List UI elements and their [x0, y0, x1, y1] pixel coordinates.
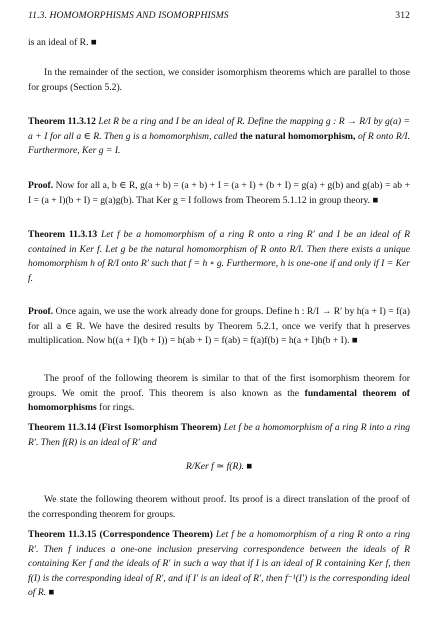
theorem-label: Theorem 11.3.13 [28, 229, 98, 240]
theorem-body: Let f be a homomorphism of a ring R onto a ring R′. Then f induces a one-one inclusion preserving correspondence between the ideals of R containing Ker f and the ideals of R′ in such a way that if I is an ideal of R containing Ker f, then f(I) is the corresponding ideal of R′, and if I′ is an ideal of R′, then f⁻¹(I′) is the corresponding ideal of R. ■ [28, 529, 411, 599]
fundamental-theorem-term: fundamental theorem of homomorphisms [28, 387, 411, 414]
defined-term: the natural homomorphism, [239, 130, 356, 142]
proof-body: Once again, we use the work already done for groups. Define h : R/I → R′ by h(a + I) = f(a) for all a ∈ R. We have the desired results by Theorem 5.2.1, once we verify that h preserves multiplication. Now h((a + I)(b + I)) = h(ab + I) = f(ab) = f(a)f(b) = h(a + I)h(b + I). ■ [28, 306, 410, 347]
page-number: 312 [395, 10, 410, 21]
correspondence-intro: We state the following theorem without proof. Its proof is a direct translation of the proof of the corresponding theorem for groups. [28, 494, 410, 520]
theorem-body-end: of R onto R/I. Furthermore, Ker g = I. [28, 130, 410, 157]
proof-body: Now for all a, b ∈ R, g(a + b) = (a + b) + I = (a + I) + (b + I) = g(a) + g(b) and g(ab) = ab + I = (a + I)(b + I) = g(a)g(b). That Ker g = I follows from Theorem 5.1.12 in group theory. ■ [28, 180, 410, 206]
proof-label: Proof. [28, 306, 54, 317]
theorem-body: Let f be a homomorphism of a ring R onto a ring R′ and I be an ideal of R contained in Ker f. Let g be the natural homomorphism of R onto R/I. Then there exists a unique homomorphism h of R/I onto R′ such that f = h ∘ g. Furthermore, h is one-one if and only if I = Ker f. [28, 229, 410, 284]
theorem-11-3-15 [28, 528, 410, 601]
paragraph-text: The proof of the following theorem is similar to that of the first isomorphism theorem for groups. We omit the proof. This theorem is also known as the [28, 373, 410, 399]
proof-label: Proof. [28, 180, 54, 191]
theorem-label: Theorem 11.3.12 [28, 116, 96, 127]
running-header [28, 9, 410, 24]
continuation-paragraph: is an ideal of R. ■ [28, 37, 97, 48]
proof-11-3-13 [28, 305, 410, 349]
theorem-label: Theorem 11.3.14 (First Isomorphism Theorem) [28, 422, 222, 433]
theorem-11-3-14 [28, 421, 410, 450]
first-isomorphism-intro [28, 372, 410, 416]
theorem-11-3-12 [28, 115, 410, 159]
theorem-body: Let f be a homomorphism of a ring R into a ring R′. Then f(R) is an ideal of R′ and [28, 422, 410, 448]
isomorphism-display: R/Ker f ≃ f(R). ■ [185, 461, 253, 472]
theorem-body: Let R be a ring and I be an ideal of R. Define the mapping g : R → R/I by g(a) = a + I for all a ∈ R. Then g is a homomorphism, called [28, 116, 410, 142]
theorem-label: Theorem 11.3.15 (Correspondence Theorem) [28, 529, 213, 540]
intro-paragraph: In the remainder of the section, we consider isomorphism theorems which are parallel to those for groups (Section 5.2). [28, 67, 410, 93]
theorem-11-3-13 [28, 228, 410, 286]
section-title: 11.3. HOMOMORPHISMS AND ISOMORPHISMS [28, 10, 229, 21]
proof-11-3-12 [28, 179, 410, 208]
paragraph-text-end: for rings. [96, 402, 135, 414]
